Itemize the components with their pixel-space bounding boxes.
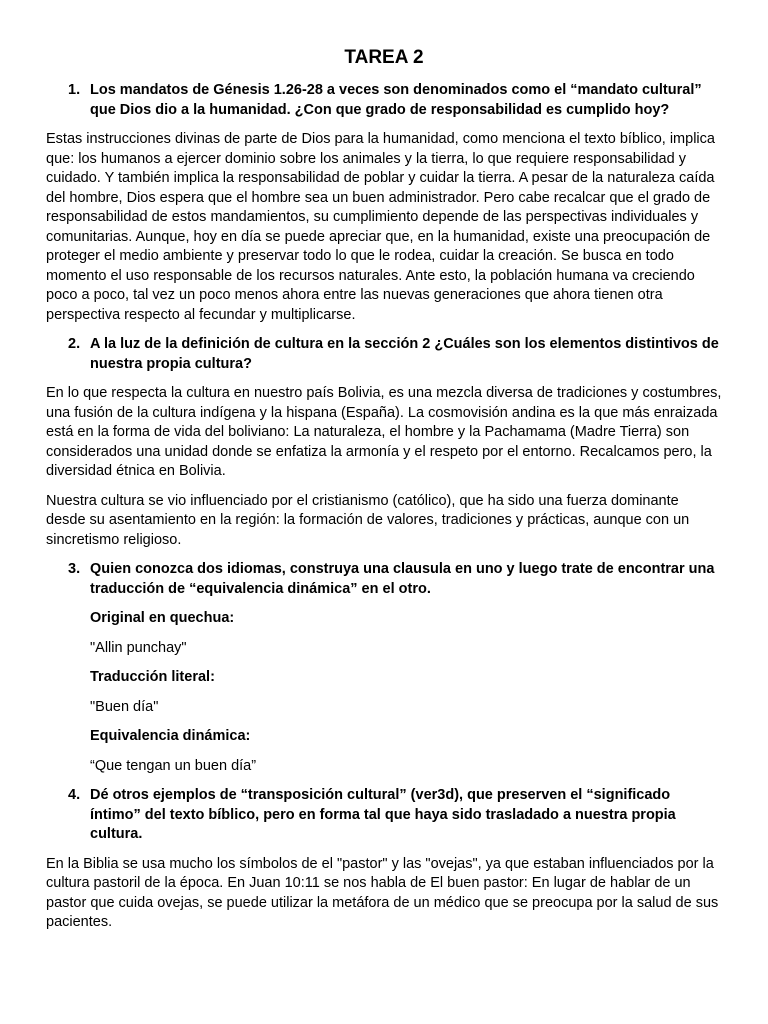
question-number: 1. [68,82,81,98]
question-number: 4. [68,787,81,803]
literal-label: Traducción literal: [90,669,215,685]
question-3 [46,560,722,599]
question-text: A la luz de la definición de cultura en la sección 2 ¿Cuáles son los elementos distintivos de nuestra propia cultura? [90,336,719,372]
answer-1: Estas instrucciones divinas de parte de Dios para la humanidad, como menciona el texto bíblico, implica que: los humanos a ejercer dominio sobre los animales y la tierra, lo que requiere responsabilidad y cuidado. Y también implica la responsabilidad de poblar y cuidar la tierra. A pesar de la naturaleza caída del hombre, Dios espera que el hombre sea un buen administrador. Pero cabe recalcar que el grado de responsabilidad de estos mandamientos, su cumplimiento depende de las perspectivas individuales y comunitarias. Aunque, hoy en día se puede apreciar que, en la humanidad, existe una preocupación de proteger el medio ambiente y preservar todo lo que le rodea, cuidar la creación. Se busca en todo momento el uso responsable de los recursos naturales. Ante esto, la población humana va creciendo poco a poco, tal vez un poco menos ahora entre las nuevas generaciones que ahora tienen otra perspectiva respecto al fecundar y multiplicarse. [46,131,715,323]
answer-2-paragraph-2: Nuestra cultura se vio influenciado por el cristianismo (católico), que ha sido una fuerza dominante desde su asentamiento en la región: la formación de valores, tradiciones y prácticas, aunque con un sincretismo religioso. [46,492,690,548]
dynamic-value: “Que tengan un buen día” [90,757,257,774]
question-2 [46,335,722,374]
answer-4: En la Biblia se usa mucho los símbolos de el "pastor" y las "ovejas", ya que estaban influenciados por la cultura pastoril de la época. En Juan 10:11 se nos habla de El buen pastor: En lugar de hablar de un pastor que cuida ovejas, se puede utilizar la metáfora de un médico que se preocupa por la salud de sus pacientes. [46,855,719,930]
literal-value: "Buen día" [90,698,159,715]
original-label: Original en quechua: [90,610,235,626]
question-text: Los mandatos de Génesis 1.26-28 a veces son denominados como el “mandato cultural” que Dios dio a la humanidad. ¿Con que grado de responsabilidad es cumplido hoy? [90,82,702,118]
question-text: Dé otros ejemplos de “transposición cultural” (ver3d), que preserven el “significado íntimo” del texto bíblico, pero en forma tal que haya sido trasladado a nuestra propia cultura. [90,787,676,842]
question-4 [46,786,722,845]
page-title: TAREA 2 [344,47,424,68]
original-value: "Allin punchay" [90,639,187,656]
question-number: 2. [68,336,81,352]
question-1 [46,81,722,120]
answer-2-paragraph-1: En lo que respecta la cultura en nuestro país Bolivia, es una mezcla diversa de tradiciones y costumbres, una fusión de la cultura indígena y la hispana (España). La cosmovisión andina es la que más enraizada está en la forma de vida del boliviano: La naturaleza, el hombre y la Pachamama (Madre Tierra) son considerados una unidad donde se enfatiza la armonía y el respeto por el entorno. Recalcamos pero, la diversidad étnica en Bolivia. [46,385,722,479]
question-text: Quien conozca dos idiomas, construya una clausula en uno y luego trate de encontrar una traducción de “equivalencia dinámica” en el otro. [90,561,715,597]
question-number: 3. [68,561,81,577]
dynamic-label: Equivalencia dinámica: [90,728,251,744]
